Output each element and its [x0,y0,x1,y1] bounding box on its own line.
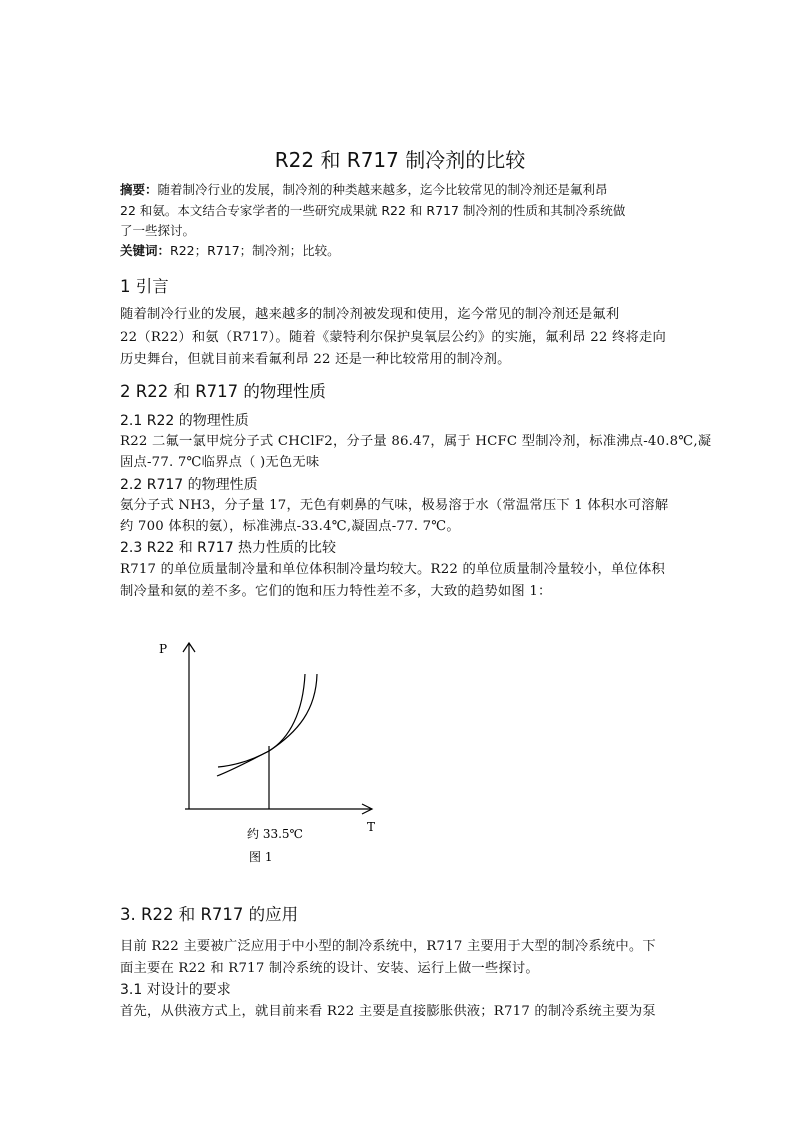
abstract-label: 摘要： [120,182,158,197]
document-title: R22 和 R717 制冷剂的比较 [274,148,526,172]
section-3-heading: 3. R22 和 R717 的应用 [120,905,299,924]
section-2-1-line-1: R22 二氟一氯甲烷分子式 CHClF2，分子量 86.47，属于 HCFC 型制冷剂，标准沸点-40.8℃,凝 [120,434,712,449]
y-axis-arrow-icon [183,643,195,652]
section-3-line-2: 面主要在 R22 和 R717 制冷系统的设计、安装、运行上做一些探讨。 [120,961,539,976]
abstract-text: 随着制冷行业的发展，制冷剂的种类越来越多，迄今比较常见的制冷剂还是氟利昂 [157,182,608,197]
section-2-2-line-1: 氨分子式 NH3，分子量 17，无色有刺鼻的气味，极易溶于水（常温常压下 1 体积水可溶解 [120,498,669,513]
x-axis-arrow-icon [362,804,372,814]
section-2-1-heading: 2.1 R22 的物理性质 [120,413,249,429]
section-3-1-heading: 3.1 对设计的要求 [120,982,231,998]
abstract-line-1 [120,180,608,200]
section-2-3-line-1: R717 的单位质量制冷量和单位体积制冷量均较大。R22 的单位质量制冷量较小，单位体积 [120,562,665,577]
keywords-label: 关键词： [120,243,171,258]
marker-label: 约 33.5℃ [247,827,303,841]
section-2-3-heading: 2.3 R22 和 R717 热力性质的比较 [120,540,337,556]
curve-r22 [218,674,305,767]
keywords-line [120,241,340,261]
section-2-2-line-2: 约 700 体积的氨），标准沸点-33.4℃,凝固点-77. 7℃。 [120,519,460,534]
keywords-text: R22；R717；制冷剂；比较。 [170,243,340,258]
abstract-line-3: 了一些探讨。 [120,223,196,238]
section-1-heading: 1 引言 [120,277,169,296]
section-2-2-heading: 2.2 R717 的物理性质 [120,477,258,493]
figure-caption: 图 1 [249,850,273,864]
curve-r717 [217,674,317,776]
section-2-heading: 2 R22 和 R717 的物理性质 [120,382,326,401]
section-2-1-line-2: 固点-77. 7℃临界点（ )无色无味 [120,455,320,470]
section-2-3-line-2: 制冷量和氨的差不多。它们的饱和压力特性差不多，大致的趋势如图 1： [120,584,552,599]
section-1-line-1: 随着制冷行业的发展，越来越多的制冷剂被发现和使用，迄今常见的制冷剂还是氟利 [120,307,620,322]
section-1-line-2: 22（R22）和氨（R717）。随着《蒙特利尔保护臭氧层公约》的实施，氟利昂 22 终将走向 [120,330,666,345]
section-3-line-1: 目前 R22 主要被广泛应用于中小型的制冷系统中，R717 主要用于大型的制冷系统中。下 [120,939,656,954]
section-3-1-line-1: 首先，从供液方式上，就目前来看 R22 主要是直接膨胀供液；R717 的制冷系统主要为泵 [120,1004,656,1019]
x-axis-label: T [367,820,376,834]
abstract-line-2: 22 和氨。本文结合专家学者的一些研究成果就 R22 和 R717 制冷剂的性质和其制冷系统做 [120,203,626,218]
section-1-line-3: 历史舞台，但就目前来看氟利昂 22 还是一种比较常用的制冷剂。 [120,352,511,367]
y-axis-label: P [159,642,168,656]
